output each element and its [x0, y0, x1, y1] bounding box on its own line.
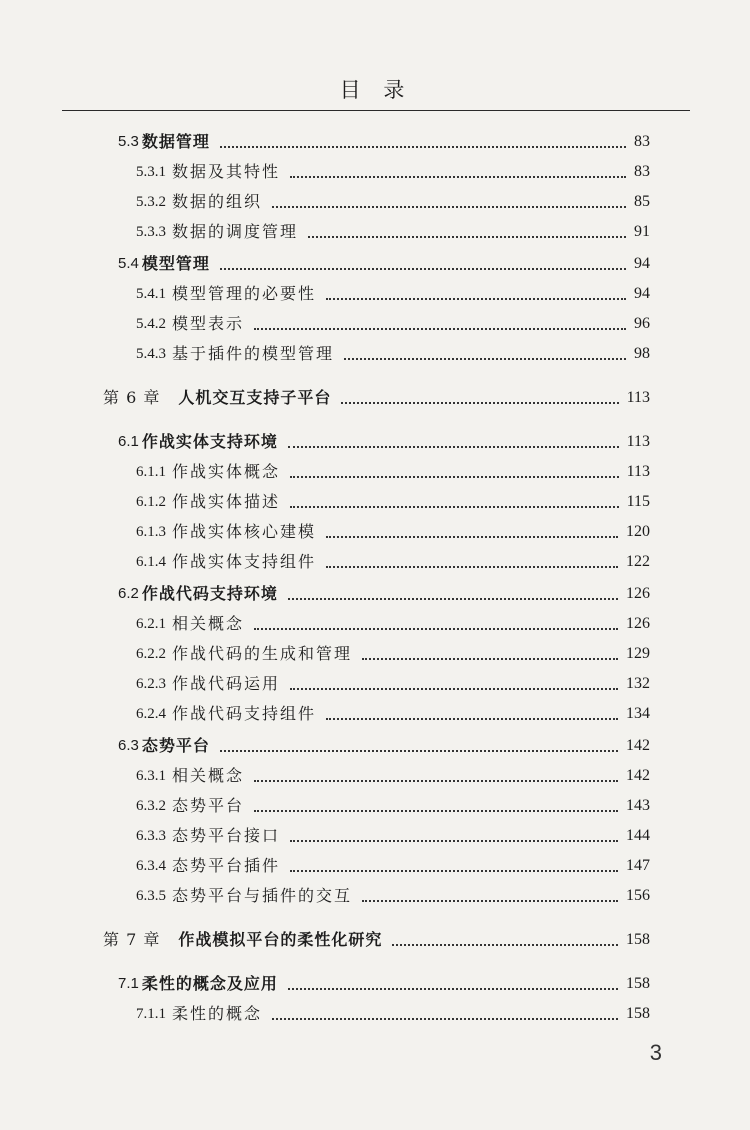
toc-entry[interactable] — [136, 154, 650, 182]
toc-entry-title: 作战代码支持环境 — [141, 584, 278, 603]
toc-entry-title: 作战实体核心建模 — [172, 522, 317, 541]
toc-entry-label — [103, 388, 331, 408]
toc-entry-number: 6.1 — [118, 433, 139, 450]
toc-entry-title: 态势平台 — [141, 736, 210, 755]
dot-leader — [288, 446, 619, 448]
toc-entry-label — [118, 584, 278, 604]
toc-entry-number: 5.4 — [118, 255, 139, 272]
toc-entry-number: 第 6 章 — [103, 388, 161, 407]
page-number: 3 — [649, 1040, 662, 1065]
toc-entry-page: 156 — [626, 887, 650, 904]
dot-leader — [254, 810, 618, 812]
toc-entry-page: 126 — [626, 615, 650, 632]
dot-leader — [290, 870, 618, 872]
toc-entry[interactable] — [136, 696, 650, 724]
toc-entry-number: 5.4.2 — [136, 316, 166, 332]
toc-entry-page: 94 — [634, 255, 650, 272]
toc-entry[interactable] — [136, 276, 650, 304]
dot-leader — [392, 944, 618, 946]
toc-entry-title: 数据及其特性 — [172, 162, 281, 181]
toc-entry-title: 态势平台插件 — [172, 856, 281, 875]
toc-entry-page: 143 — [626, 797, 650, 814]
toc-entry-number: 7.1 — [118, 975, 139, 992]
toc-entry-page: 83 — [634, 133, 650, 150]
toc-entry-title: 数据的调度管理 — [172, 222, 299, 241]
dot-leader — [308, 236, 626, 238]
toc-entry-number: 6.2 — [118, 585, 139, 602]
toc-entry-title: 相关概念 — [172, 766, 245, 785]
toc-entry-number: 6.2.2 — [136, 646, 166, 662]
dot-leader — [290, 176, 626, 178]
toc-entry-title: 模型管理 — [141, 254, 210, 273]
toc-entry-title: 作战实体支持组件 — [172, 552, 317, 571]
dot-leader — [254, 628, 618, 630]
toc-entry-label — [136, 826, 280, 846]
toc-entry[interactable] — [118, 246, 650, 274]
toc-entry-title: 柔性的概念 — [172, 1004, 263, 1023]
toc-entry-number: 5.4.3 — [136, 346, 166, 362]
toc-entry-label — [136, 344, 334, 364]
toc-entry[interactable] — [136, 788, 650, 816]
toc-entry-number: 第 7 章 — [103, 930, 161, 949]
toc-entry-number: 6.1.1 — [136, 464, 166, 480]
toc-entry-label — [136, 614, 244, 634]
toc-entry-number: 5.3.2 — [136, 194, 166, 210]
toc-entry-label — [136, 886, 352, 906]
toc-entry[interactable] — [136, 336, 650, 364]
toc-entry-number: 6.2.1 — [136, 616, 166, 632]
toc-entry[interactable] — [136, 758, 650, 786]
dot-leader — [220, 268, 626, 270]
toc-entry[interactable] — [136, 848, 650, 876]
toc-entry-number: 6.3.3 — [136, 828, 166, 844]
toc-entry-number: 6.1.4 — [136, 554, 166, 570]
toc-entry-title: 作战代码支持组件 — [172, 704, 317, 723]
toc-entry-title: 数据管理 — [141, 132, 210, 151]
toc-entry-number: 6.1.3 — [136, 524, 166, 540]
toc-entry[interactable] — [136, 184, 650, 212]
toc-entry-title: 人机交互支持子平台 — [178, 388, 332, 407]
dot-leader — [362, 900, 618, 902]
toc-entry-label — [118, 432, 278, 452]
toc-entry-label — [136, 674, 280, 694]
toc-entry-label — [136, 462, 280, 482]
dot-leader — [220, 146, 626, 148]
toc-entry-page: 122 — [626, 553, 650, 570]
toc-entry-number: 6.3.2 — [136, 798, 166, 814]
toc-entry-label — [136, 856, 280, 876]
toc-entry-label — [118, 132, 210, 152]
toc-entry-page: 98 — [634, 345, 650, 362]
toc-entry-page: 132 — [626, 675, 650, 692]
toc-entry-label — [136, 492, 280, 512]
toc-entry[interactable] — [136, 454, 650, 482]
dot-leader — [288, 988, 618, 990]
toc-entry-page: 94 — [634, 285, 650, 302]
toc-entry-label — [136, 704, 316, 724]
toc-entry-label — [103, 930, 382, 950]
dot-leader — [290, 840, 618, 842]
toc-entry-page: 134 — [626, 705, 650, 722]
page-title: 目 录 — [339, 78, 413, 102]
toc-entry-title: 作战实体描述 — [172, 492, 281, 511]
dot-leader — [220, 750, 618, 752]
dot-leader — [344, 358, 626, 360]
toc-entry-title: 作战代码的生成和管理 — [172, 644, 353, 663]
toc-entry-title: 模型表示 — [172, 314, 245, 333]
toc-entry-label — [136, 314, 244, 334]
toc-entry-number: 5.4.1 — [136, 286, 166, 302]
dot-leader — [254, 328, 626, 330]
toc-entry-page: 129 — [626, 645, 650, 662]
toc-entry[interactable] — [136, 606, 650, 634]
toc-entry-number: 6.3 — [118, 737, 139, 754]
toc-entry-title: 态势平台与插件的交互 — [172, 886, 353, 905]
toc-entry-page: 158 — [626, 975, 650, 992]
toc-entry-page: 113 — [626, 389, 650, 406]
toc-entry-page: 142 — [626, 767, 650, 784]
toc-entry-page: 147 — [626, 857, 650, 874]
toc-entry[interactable] — [136, 996, 650, 1024]
toc-entry-number: 6.3.1 — [136, 768, 166, 784]
toc-entry-page: 144 — [626, 827, 650, 844]
toc-entry-title: 数据的组织 — [172, 192, 263, 211]
toc-entry-page: 158 — [626, 931, 650, 948]
toc-entry[interactable] — [136, 878, 650, 906]
header-rule — [62, 110, 690, 111]
toc-entry[interactable] — [136, 636, 650, 664]
toc-entry[interactable] — [118, 576, 650, 604]
toc-entry-number: 5.3 — [118, 133, 139, 150]
toc-entry-label — [136, 552, 316, 572]
dot-leader — [254, 780, 618, 782]
toc-entry-label — [118, 254, 210, 274]
toc-entry-label — [136, 284, 316, 304]
toc-entry-page: 158 — [626, 1005, 650, 1022]
toc-entry-page: 115 — [626, 493, 650, 510]
toc-entry-label — [136, 222, 298, 242]
toc-entry[interactable] — [136, 514, 650, 542]
toc-entry[interactable] — [136, 484, 650, 512]
toc-entry-page: 142 — [626, 737, 650, 754]
toc-entry[interactable] — [103, 380, 650, 408]
toc-entry-label — [136, 796, 244, 816]
toc-entry-page: 120 — [626, 523, 650, 540]
toc-entry[interactable] — [136, 818, 650, 846]
dot-leader — [272, 206, 626, 208]
toc-entry-label — [136, 1004, 262, 1024]
toc-entry-number: 6.2.3 — [136, 676, 166, 692]
toc-entry-label — [136, 162, 280, 182]
toc-entry-title: 基于插件的模型管理 — [172, 344, 335, 363]
toc-entry[interactable] — [118, 728, 650, 756]
toc-entry[interactable] — [118, 424, 650, 452]
toc-entry-number: 6.3.5 — [136, 888, 166, 904]
page-header — [62, 70, 690, 112]
toc-entry[interactable] — [136, 214, 650, 242]
dot-leader — [288, 598, 618, 600]
toc-entry-title: 相关概念 — [172, 614, 245, 633]
dot-leader — [326, 718, 618, 720]
toc-entry-title: 作战代码运用 — [172, 674, 281, 693]
dot-leader — [341, 402, 618, 404]
toc-entry-number: 7.1.1 — [136, 1006, 166, 1022]
toc-entry[interactable] — [136, 306, 650, 334]
dot-leader — [290, 476, 619, 478]
toc-entry[interactable] — [136, 666, 650, 694]
toc-entry-label — [118, 974, 278, 994]
dot-leader — [326, 298, 626, 300]
toc-entry-page: 83 — [634, 163, 650, 180]
toc-entry-number: 5.3.3 — [136, 224, 166, 240]
toc-entry[interactable] — [103, 922, 650, 950]
toc-entry-number: 6.1.2 — [136, 494, 166, 510]
toc-entry-number: 5.3.1 — [136, 164, 166, 180]
dot-leader — [326, 566, 618, 568]
toc-entry-title: 作战实体概念 — [172, 462, 281, 481]
toc-entry-label — [136, 192, 262, 212]
toc-entry-label — [136, 522, 316, 542]
toc-entry-title: 态势平台 — [172, 796, 245, 815]
dot-leader — [326, 536, 618, 538]
toc-entry[interactable] — [118, 966, 650, 994]
dot-leader — [290, 506, 619, 508]
dot-leader — [290, 688, 618, 690]
toc-entry-label — [118, 736, 210, 756]
toc-entry-page: 85 — [634, 193, 650, 210]
toc-entry-page: 113 — [626, 433, 650, 450]
toc-entry[interactable] — [136, 544, 650, 572]
toc-entry-number: 6.3.4 — [136, 858, 166, 874]
toc-entry-title: 态势平台接口 — [172, 826, 281, 845]
toc-entry-label — [136, 644, 352, 664]
dot-leader — [362, 658, 618, 660]
dot-leader — [272, 1018, 618, 1020]
toc-entry-page: 126 — [626, 585, 650, 602]
toc-entry-title: 模型管理的必要性 — [172, 284, 317, 303]
toc-entry-title: 作战实体支持环境 — [141, 432, 278, 451]
toc-entry-title: 作战模拟平台的柔性化研究 — [178, 930, 383, 949]
toc-entry-title: 柔性的概念及应用 — [141, 974, 278, 993]
toc-entry[interactable] — [118, 124, 650, 152]
toc-entry-number: 6.2.4 — [136, 706, 166, 722]
toc-entry-page: 91 — [634, 223, 650, 240]
toc-entry-page: 96 — [634, 315, 650, 332]
toc-entry-page: 113 — [626, 463, 650, 480]
toc-entry-label — [136, 766, 244, 786]
